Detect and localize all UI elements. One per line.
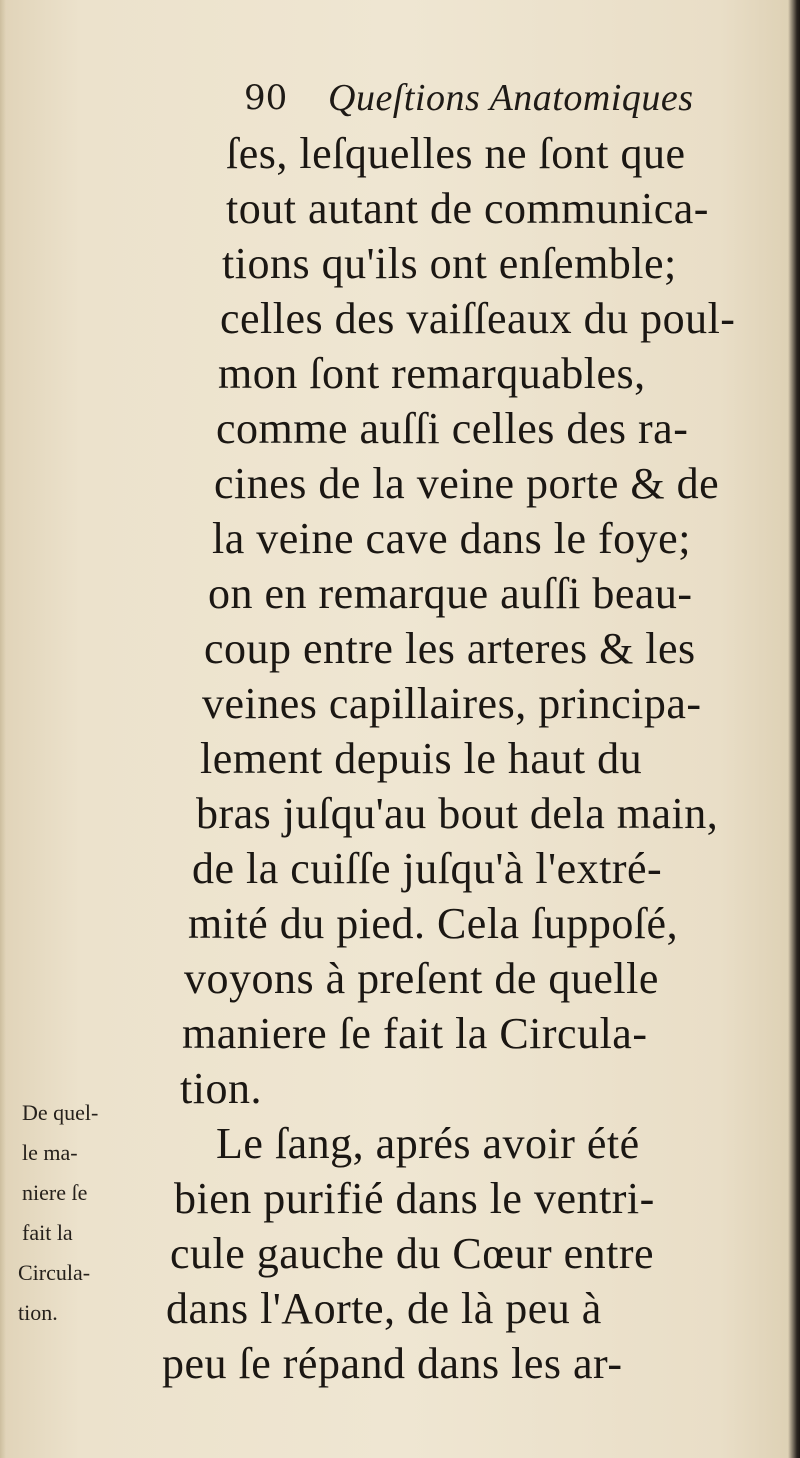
text-line: peu ſe répand dans les ar- (162, 1339, 623, 1388)
text-line: lement depuis le haut du (200, 734, 643, 783)
margin-note-line: Circula- (18, 1260, 91, 1285)
text-line: dans l'Aorte, de là peu à (166, 1284, 602, 1333)
text-line: tions qu'ils ont enſemble; (222, 239, 677, 288)
text-line: veines capillaires, principa- (202, 679, 702, 728)
text-line: cule gauche du Cœur entre (170, 1229, 655, 1278)
margin-note-line: niere ſe (22, 1180, 88, 1205)
text-line: bien purifié dans le ventri- (174, 1174, 655, 1223)
margin-note-line: De quel- (22, 1100, 99, 1125)
margin-note-line: fait la (22, 1220, 73, 1245)
margin-note-line: le ma- (22, 1140, 78, 1165)
text-line: maniere ſe fait la Circula- (182, 1009, 648, 1058)
text-line: Le ſang, aprés avoir été (216, 1119, 640, 1168)
text-line: tion. (180, 1064, 262, 1113)
page-number: 90 (244, 78, 288, 118)
text-line: celles des vaiſſeaux du poul- (220, 294, 736, 343)
text-line: cines de la veine porte & de (214, 459, 720, 508)
text-line: mité du pied. Cela ſuppoſé, (188, 899, 679, 948)
margin-note-line: tion. (18, 1300, 58, 1325)
text-line: on en remarque auſſi beau- (208, 569, 693, 618)
text-line: de la cuiſſe juſqu'à l'extré- (192, 844, 663, 893)
text-line: tout autant de communica- (226, 184, 709, 233)
text-line: la veine cave dans le foye; (212, 514, 691, 563)
text-line: coup entre les arteres & les (204, 624, 696, 673)
text-line: mon ſont remarquables, (218, 349, 646, 398)
text-line: ſes, leſquelles ne ſont que (226, 129, 686, 178)
text-line: voyons à preſent de quelle (184, 954, 659, 1003)
running-title: Queſtions Anatomiques (328, 77, 694, 119)
text-line: comme auſſi celles des ra- (216, 404, 689, 453)
text-line: bras juſqu'au bout dela main, (196, 789, 719, 838)
